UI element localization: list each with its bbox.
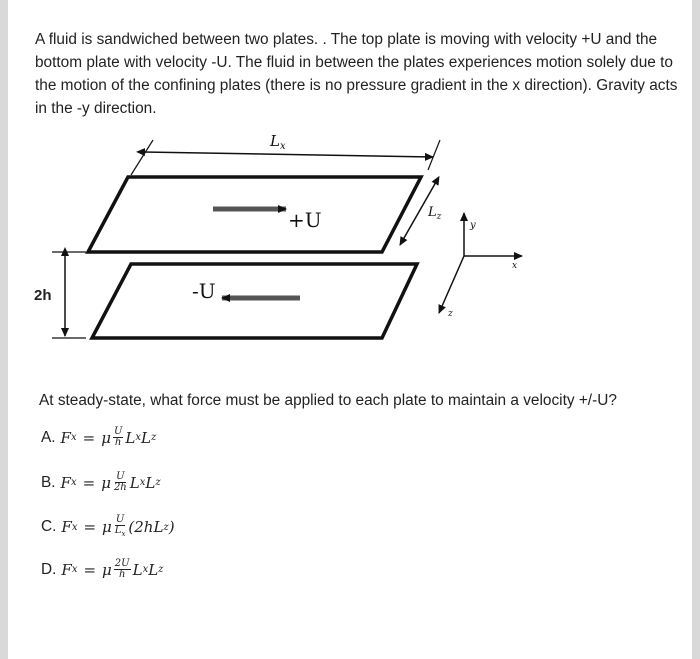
option-d-formula: F x = μ $\frac{2U}{h}$ L x L z: [61, 558, 164, 580]
option-d-letter: D.: [41, 560, 57, 578]
lx-label: $L_x$: [270, 132, 286, 152]
y-axis-label: y: [470, 220, 476, 231]
problem-page: [8, 0, 692, 659]
option-b-letter: B.: [41, 473, 56, 491]
option-a-letter: A.: [41, 428, 56, 446]
option-d[interactable]: [41, 559, 163, 580]
top-velocity-label: +U: [288, 208, 322, 232]
option-b[interactable]: [41, 472, 161, 493]
option-b-formula: F x = μ $\frac{U}{2h}$ L x L z: [60, 471, 161, 493]
gap-label: 2h: [34, 287, 52, 304]
z-axis: [439, 256, 464, 313]
bottom-plate: [92, 264, 417, 338]
option-c[interactable]: [41, 515, 175, 539]
x-axis-label: x: [512, 261, 518, 271]
lz-label: $L_z$: [428, 205, 442, 222]
option-c-formula: F x = μ $\frac{U}{L_x}$ (2h L z ): [61, 514, 175, 538]
lx-tick-right: [428, 140, 440, 170]
bottom-velocity-label: -U: [192, 279, 216, 303]
question-text: At steady-state, what force must be applied to each plate to maintain a velocity +/-U?: [39, 392, 617, 409]
lx-tick-left: [131, 140, 153, 175]
option-a-formula: F x = μ $\frac{U}{h}$ L x L z: [60, 426, 157, 448]
top-plate: [88, 177, 421, 252]
option-a[interactable]: [41, 427, 156, 448]
option-c-letter: C.: [41, 518, 57, 535]
z-axis-label: z: [448, 309, 453, 319]
problem-statement: A fluid is sandwiched between two plates. . The top plate is moving with velocity +U and the bottom plate with velocity -U. The fluid in between the plates experiences motion solely due to the motion of the confining plates (there is no pressure gradient in the x direction). Gravity acts in the -y direction.: [35, 31, 678, 117]
lx-dimension-line: [143, 152, 433, 157]
